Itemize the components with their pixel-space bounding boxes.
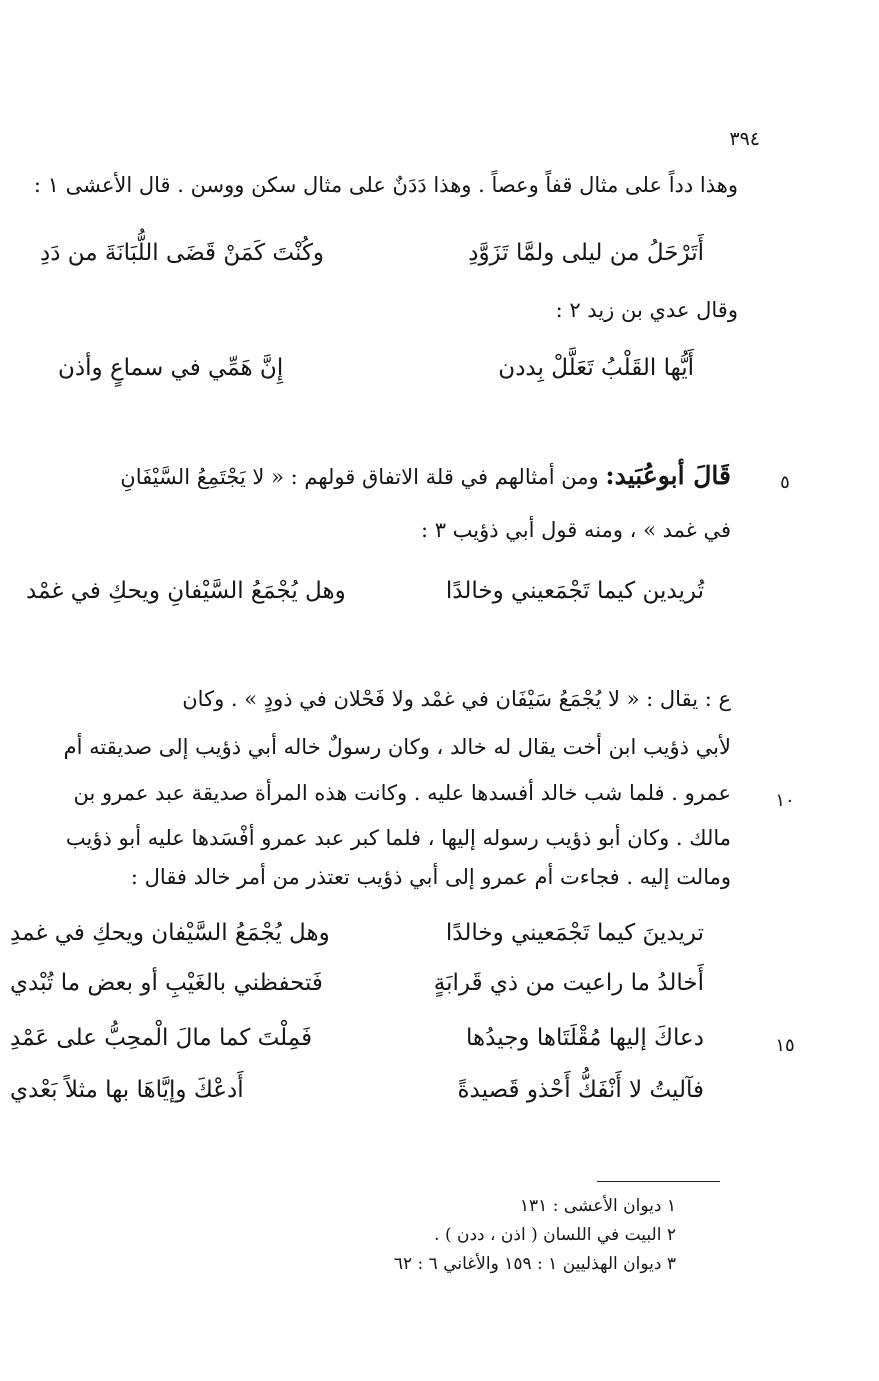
verse-first-hemistich: تريدينَ كيما تَجْمَعيني وخالدًا [445, 920, 704, 946]
verse-line [0, 240, 879, 274]
verse-second-hemistich: وكُنْتَ كَمَنْ قَضَى اللُّبَانَةَ من دَدِ [40, 240, 325, 266]
footnote: ١ ديوان الأعشى : ١٣١ [519, 1196, 676, 1216]
paragraph-line: لأبي ذؤيب ابن أخت يقال له خالد ، وكان رسولٌ خاله أبي ذؤيب إلى صديقته أم [63, 735, 731, 759]
section-lead: قَالَ أبوعُبَيد: [605, 461, 731, 490]
verse-first-hemistich: دعاكَ إليها مُقْلَتَاها وجيدُها [466, 1025, 704, 1051]
poem-verse [0, 970, 879, 1004]
paragraph-line: وهذا دداً على مثال قفاً وعصاً . وهذا دَدَنٌ على مثال سكن ووسن . قال الأعشى ١ : [33, 173, 738, 197]
verse-first-hemistich: أَخالدُ ما راعيت من ذي قَرابَةٍ [433, 970, 704, 996]
verse-first-hemistich: تُريدين كيما تَجْمَعيني وخالدًا [445, 578, 704, 604]
paragraph-line: عمرو . فلما شب خالد أفسدها عليه . وكانت هذه المرأة صديقة عبد عمرو بن [73, 781, 731, 805]
poem-verse [0, 1077, 879, 1111]
footnote: ٢ البيت في اللسان ( اذن ، ددن ) . [434, 1225, 676, 1245]
verse-second-hemistich: وهل يُجْمَعُ السَّيْفان ويحكِ في غمدِ [10, 920, 330, 946]
line-number-10: ١٠ [775, 790, 795, 811]
verse-line [0, 578, 879, 612]
paragraph-line: ومالت إليه . فجاءت أم عمرو إلى أبي ذؤيب تعتذر من أمر خالد فقال : [130, 865, 731, 889]
verse-second-hemistich: أَدعْكَ وإيَّاهَا بها مثلاً بَعْدي [10, 1077, 244, 1103]
line-number-15: ١٥ [775, 1035, 795, 1056]
verse-second-hemistich: فَتحفظني بالغَيْبِ أو بعض ما تُبْدي [10, 970, 323, 996]
page-number: ٣٩٤ [729, 128, 760, 150]
paragraph-line: في غمد » ، ومنه قول أبي ذؤيب ٣ : [420, 518, 731, 542]
verse-line [0, 355, 879, 389]
verse-second-hemistich: وهل يُجْمَعُ السَّيْفانِ ويحكِ في غمْد [26, 578, 346, 604]
poem-verse [0, 920, 879, 954]
verse-second-hemistich: فَمِلْتَ كما مالَ الْمحِبُّ على عَمْدِ [10, 1025, 313, 1051]
footnote-rule [597, 1181, 720, 1182]
verse-first-hemistich: أَتَرْحَلُ من ليلى ولمَّا تَزَوَّدِ [468, 240, 704, 266]
poem-verse [0, 1025, 879, 1059]
footnote: ٣ ديوان الهذليين ١ : ١٥٩ والأغاني ٦ : ٦٢ [393, 1254, 676, 1274]
verse-first-hemistich: فآليتُ لا أَنْفَكُّ أَحْذو قَصيدةً [457, 1077, 704, 1103]
line-number-5: ٥ [780, 472, 790, 493]
paragraph-line: مالك . وكان أبو ذؤيب رسوله إليها ، فلما كبر عبد عمرو أفْسَدها عليه أبو ذؤيب [65, 826, 731, 850]
section-text: ومن أمثالهم في قلة الاتفاق قولهم : « لا يَجْتَمِعُ السَّيْفَانِ [120, 465, 599, 489]
paragraph-line: وقال عدي بن زيد ٢ : [555, 298, 738, 322]
verse-first-hemistich: أَيُّها القَلْبُ تَعَلَّلْ بِددن [498, 355, 694, 381]
paragraph-line: ع : يقال : « لا يُجْمَعُ سَيْفَان في غمْد ولا فَحْلان في ذودٍ » . وكان [182, 687, 731, 711]
section-first-line [21, 461, 731, 490]
verse-second-hemistich: إِنَّ هَمِّي في سماعٍ وأذن [58, 355, 284, 381]
